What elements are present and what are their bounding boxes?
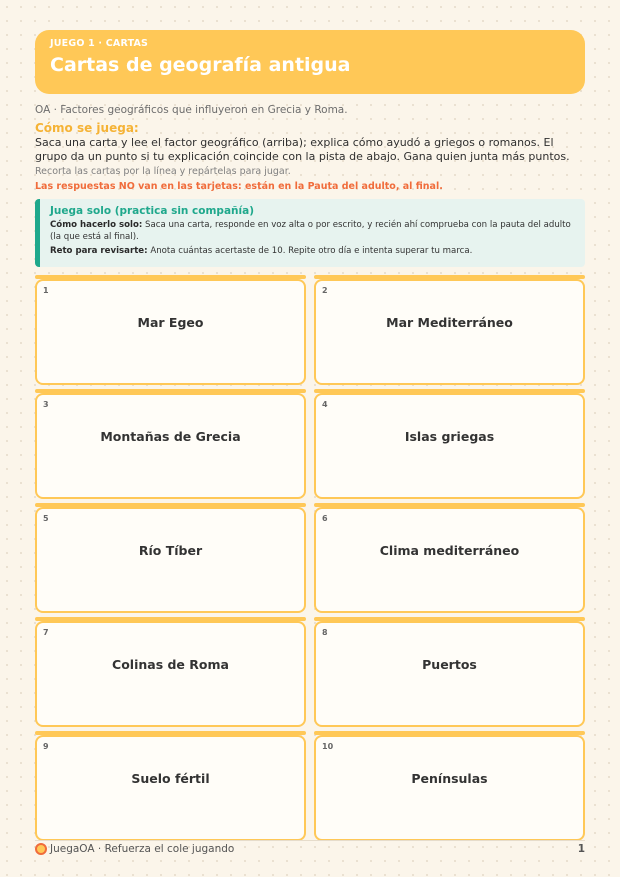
solo-play-box — [35, 199, 585, 267]
solo-challenge-label: Reto para revisarte: — [50, 246, 148, 256]
card-6 — [314, 507, 585, 613]
card-7 — [35, 621, 306, 727]
card-3 — [35, 393, 306, 499]
card-name: Puertos — [422, 657, 477, 672]
card-2 — [314, 279, 585, 385]
solo-how-line — [50, 220, 575, 243]
card-number: 4 — [322, 400, 328, 409]
solo-how-label: Cómo hacerlo solo: — [50, 220, 143, 230]
card-number: 10 — [322, 742, 334, 751]
card-name: Suelo fértil — [131, 771, 210, 786]
solo-how-text: Saca una carta, responde en voz alta o por escrito, y recién ahí comprueba con la pauta del adulto (la que está al final). — [50, 220, 571, 242]
how-to-heading: Cómo se juega: — [35, 121, 139, 135]
how-to-text: Saca una carta y lee el factor geográfico (arriba); explica cómo ayudó a griegos o romanos. El grupo da un punto si tu explicación coincide con la pista de abajo. Gana quien junta más puntos. — [35, 136, 570, 163]
solo-title: Juega solo (practica sin compañía) — [50, 205, 254, 217]
card-5 — [35, 507, 306, 613]
card-number: 9 — [43, 742, 49, 751]
footer-brand: JuegaOA · Refuerza el cole jugando — [50, 843, 235, 855]
card-number: 6 — [322, 514, 328, 523]
solo-challenge-text: Anota cuántas acertaste de 10. Repite otro día e intenta superar tu marca. — [150, 246, 473, 256]
brand-logo-icon — [35, 843, 47, 855]
card-number: 8 — [322, 628, 328, 637]
card-name: Colinas de Roma — [112, 657, 229, 672]
card-number: 3 — [43, 400, 49, 409]
page-header — [35, 30, 585, 94]
game-kicker: JUEGO 1 · CARTAS — [50, 38, 149, 49]
footer-divider — [35, 840, 585, 841]
learning-objective: OA · Factores geográficos que influyeron en Grecia y Roma. — [35, 104, 348, 116]
card-name: Montañas de Grecia — [100, 429, 241, 444]
card-number: 7 — [43, 628, 49, 637]
card-name: Penínsulas — [411, 771, 488, 786]
card-name: Mar Egeo — [137, 315, 204, 330]
card-1 — [35, 279, 306, 385]
answers-warning: Las respuestas NO van en las tarjetas: están en la Pauta del adulto, al final. — [35, 181, 443, 192]
card-8 — [314, 621, 585, 727]
card-4 — [314, 393, 585, 499]
card-number: 5 — [43, 514, 49, 523]
cut-note: Recorta las cartas por la línea y repártelas para jugar. — [35, 166, 291, 177]
card-number: 2 — [322, 286, 328, 295]
card-name: Mar Mediterráneo — [386, 315, 513, 330]
card-name: Río Tíber — [138, 543, 203, 558]
card-name: Islas griegas — [404, 429, 495, 444]
card-name: Clima mediterráneo — [379, 543, 520, 558]
card-10 — [314, 735, 585, 841]
solo-challenge-line — [50, 246, 575, 258]
card-number: 1 — [43, 286, 49, 295]
page-number: 1 — [577, 843, 585, 855]
page-title: Cartas de geografía antigua — [50, 54, 351, 76]
card-9 — [35, 735, 306, 841]
